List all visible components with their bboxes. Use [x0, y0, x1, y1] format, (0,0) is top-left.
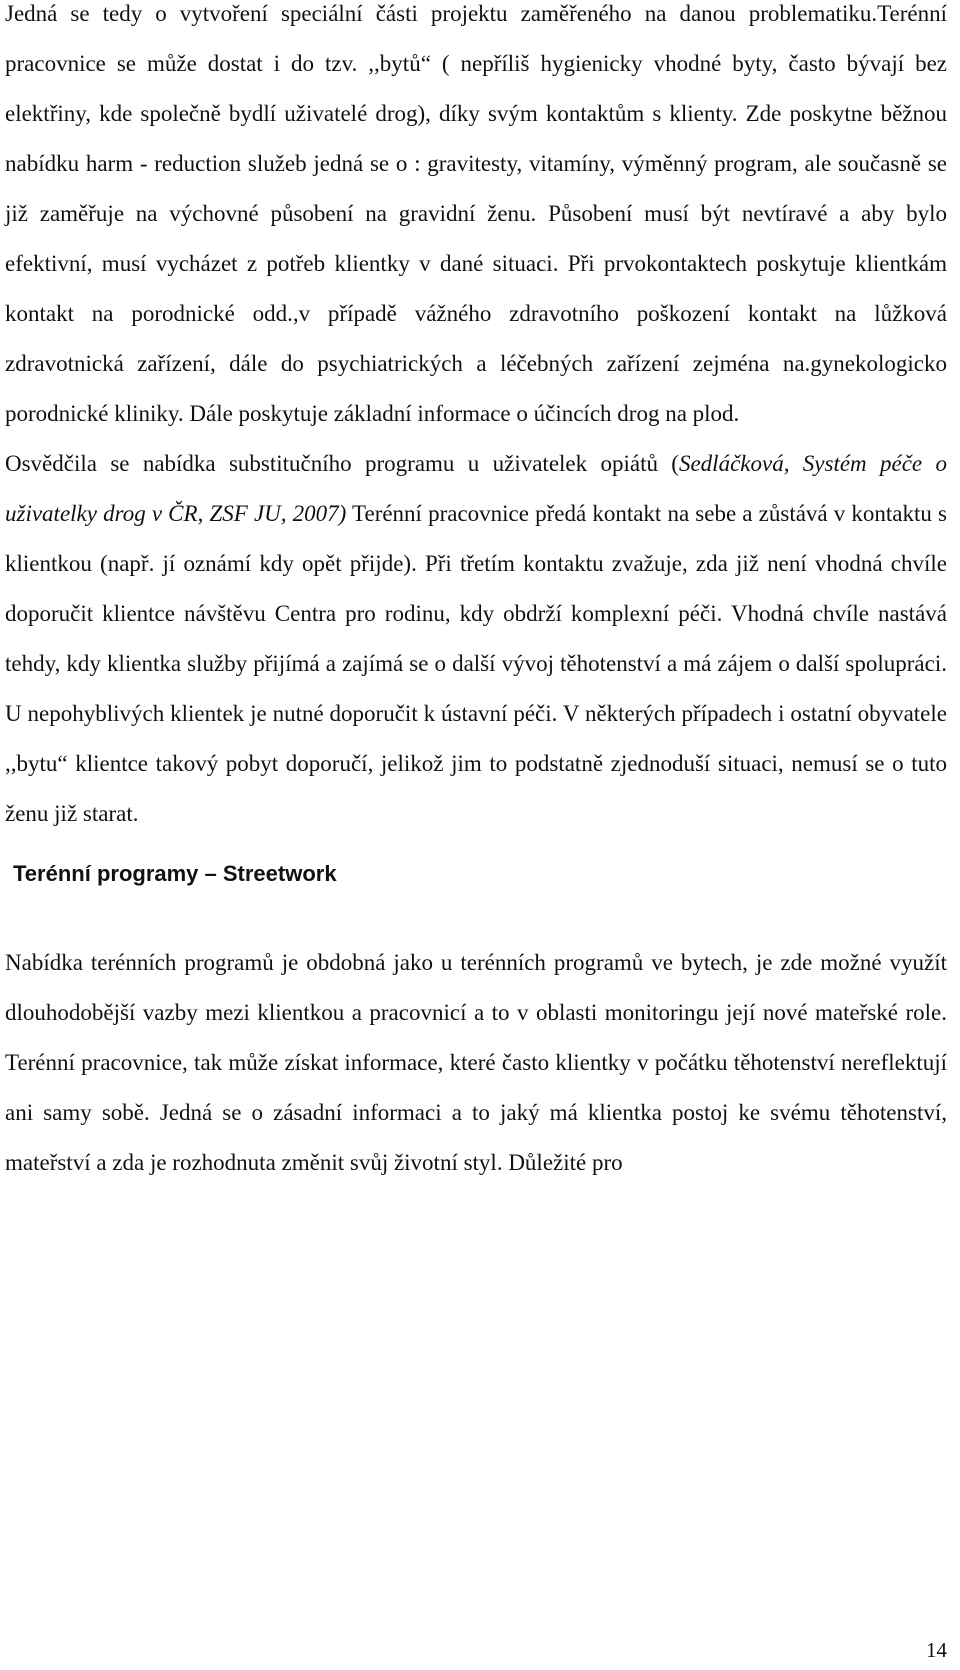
- page-number: 14: [926, 1638, 947, 1662]
- body-paragraph-with-citation: [5, 439, 947, 839]
- paragraph-text: Terénní pracovnice předá kontakt na sebe a zůstává v kontaktu s klientkou (např. jí oznámí kdy opět přijde). Při třetím kontaktu zvažuje, zda již není vhodná chvíle doporučit klientce návštěvu Centra pro rodinu, kdy obdrží komplexní péči. Vhodná chvíle nastává tehdy, kdy klientka služby přijímá a zajímá se o další vývoj těhotenství a má zájem o další spolupráci. U nepohyblivých klientek je nutné doporučit k ústavní péči. V některých případech i ostatní obyvatele ,,bytu“ klientce takový pobyt doporučí, jelikož jim to podstatně zjednoduší situaci, nemusí se o tuto ženu již starat.: [5, 501, 947, 826]
- section-paragraph: Nabídka terénních programů je obdobná jako u terénních programů ve bytech, je zde možné využít dlouhodobější vazby mezi klientkou a pracovnicí a to v oblasti monitoringu její nové mateřské role. Terénní pracovnice, tak může získat informace, které často klientky v počátku těhotenství nereflektují ani samy sobě. Jedná se o zásadní informaci a to jaký má klientka postoj ke svému těhotenství, mateřství a zda je rozhodnuta změnit svůj životní styl. Důležité pro: [5, 950, 947, 1175]
- document-page: [5, 0, 947, 1188]
- paragraph-text: Osvědčila se nabídka substitučního programu u uživatelek opiátů (: [5, 451, 679, 476]
- section-heading: Terénní programy – Streetwork: [13, 861, 337, 886]
- citation: Sedláčková, Systém péče o uživatelky drog v ČR, ZSF JU, 2007): [5, 451, 947, 526]
- body-paragraph: Jedná se tedy o vytvoření speciální části projektu zaměřeného na danou problematiku.Terénní pracovnice se může dostat i do tzv. ,,bytů“ ( nepříliš hygienicky vhodné byty, často bývají bez elektřiny, kde společně bydlí uživatelé drog), díky svým kontaktům s klienty. Zde poskytne běžnou nabídku harm - reduction služeb jedná se o : gravitesty, vitamíny, výměnný program, ale současně se již zaměřuje na výchovné působení na gravidní ženu. Působení musí být nevtíravé a aby bylo efektivní, musí vycházet z potřeb klientky v dané situaci. Při prvokontaktech poskytuje klientkám kontakt na porodnické odd.,v případě vážného zdravotního poškození kontakt na lůžková zdravotnická zařízení, dále do psychiatrických a léčebných zařízení zejména na.gynekologicko porodnické kliniky. Dále poskytuje základní informace o účincích drog na plod.: [5, 1, 947, 426]
